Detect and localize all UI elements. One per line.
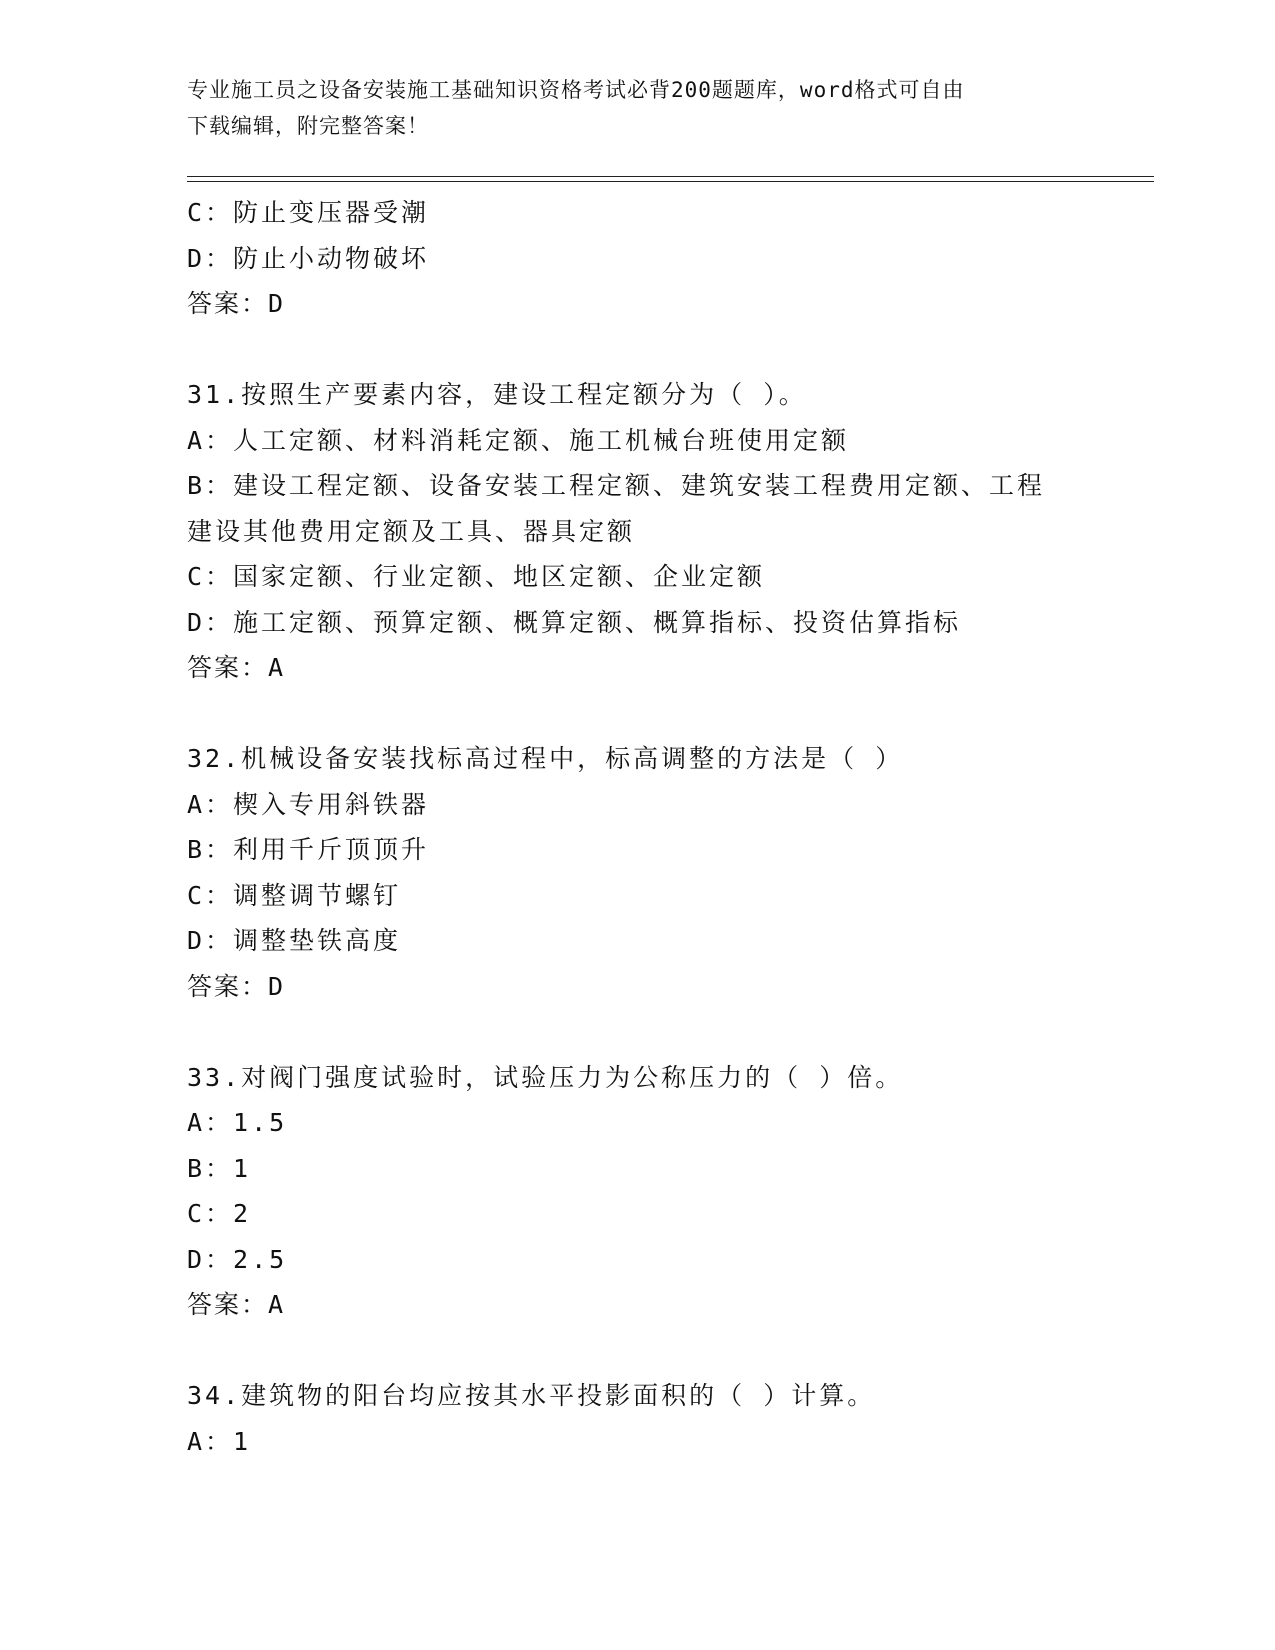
option-a: A：1.5 xyxy=(187,1108,288,1137)
question-30-tail xyxy=(187,190,1087,327)
header-line-2: 下载编辑，附完整答案！ xyxy=(187,114,429,138)
option-b: B：建设工程定额、设备安装工程定额、建筑安装工程费用定额、工程 xyxy=(187,471,1046,500)
question-stem: 33.对阀门强度试验时，试验压力为公称压力的（ ）倍。 xyxy=(187,1062,904,1092)
option-c: C：2 xyxy=(187,1199,252,1228)
option-a: A：1 xyxy=(187,1426,252,1456)
option-c: C：调整调节螺钉 xyxy=(187,880,402,910)
question-stem: 32.机械设备安装找标高过程中，标高调整的方法是（ ） xyxy=(187,744,904,773)
option-a: A：楔入专用斜铁器 xyxy=(187,789,430,819)
option-a: A：人工定额、材料消耗定额、施工机械台班使用定额 xyxy=(187,425,850,455)
answer-line: 答案：A xyxy=(187,1290,286,1319)
question-31 xyxy=(187,372,1087,691)
option-d: D：调整垫铁高度 xyxy=(187,926,402,955)
document-header xyxy=(187,72,1067,144)
question-33 xyxy=(187,1055,1087,1328)
header-line-1: 专业施工员之设备安装施工基础知识资格考试必背200题题库，word格式可自由 xyxy=(187,78,965,102)
answer-line: 答案：D xyxy=(187,289,286,318)
answer-line: 答案：A xyxy=(187,653,286,682)
option-d: D：施工定额、预算定额、概算定额、概算指标、投资估算指标 xyxy=(187,607,962,637)
option-d: D：2.5 xyxy=(187,1244,288,1274)
option-b: B：1 xyxy=(187,1153,252,1183)
header-divider xyxy=(187,176,1154,182)
option-b: B：利用千斤顶顶升 xyxy=(187,835,430,864)
question-list xyxy=(187,190,1087,1464)
question-32 xyxy=(187,736,1087,1009)
option-c: C：防止变压器受潮 xyxy=(187,198,430,227)
question-34 xyxy=(187,1373,1087,1464)
option-d: D：防止小动物破坏 xyxy=(187,243,430,273)
question-stem: 31.按照生产要素内容，建设工程定额分为（ ）。 xyxy=(187,380,807,409)
answer-line: 答案：D xyxy=(187,971,286,1001)
option-c: C：国家定额、行业定额、地区定额、企业定额 xyxy=(187,562,766,591)
option-b-continued: 建设其他费用定额及工具、器具定额 xyxy=(187,516,636,546)
question-stem: 34.建筑物的阳台均应按其水平投影面积的（ ）计算。 xyxy=(187,1381,876,1410)
